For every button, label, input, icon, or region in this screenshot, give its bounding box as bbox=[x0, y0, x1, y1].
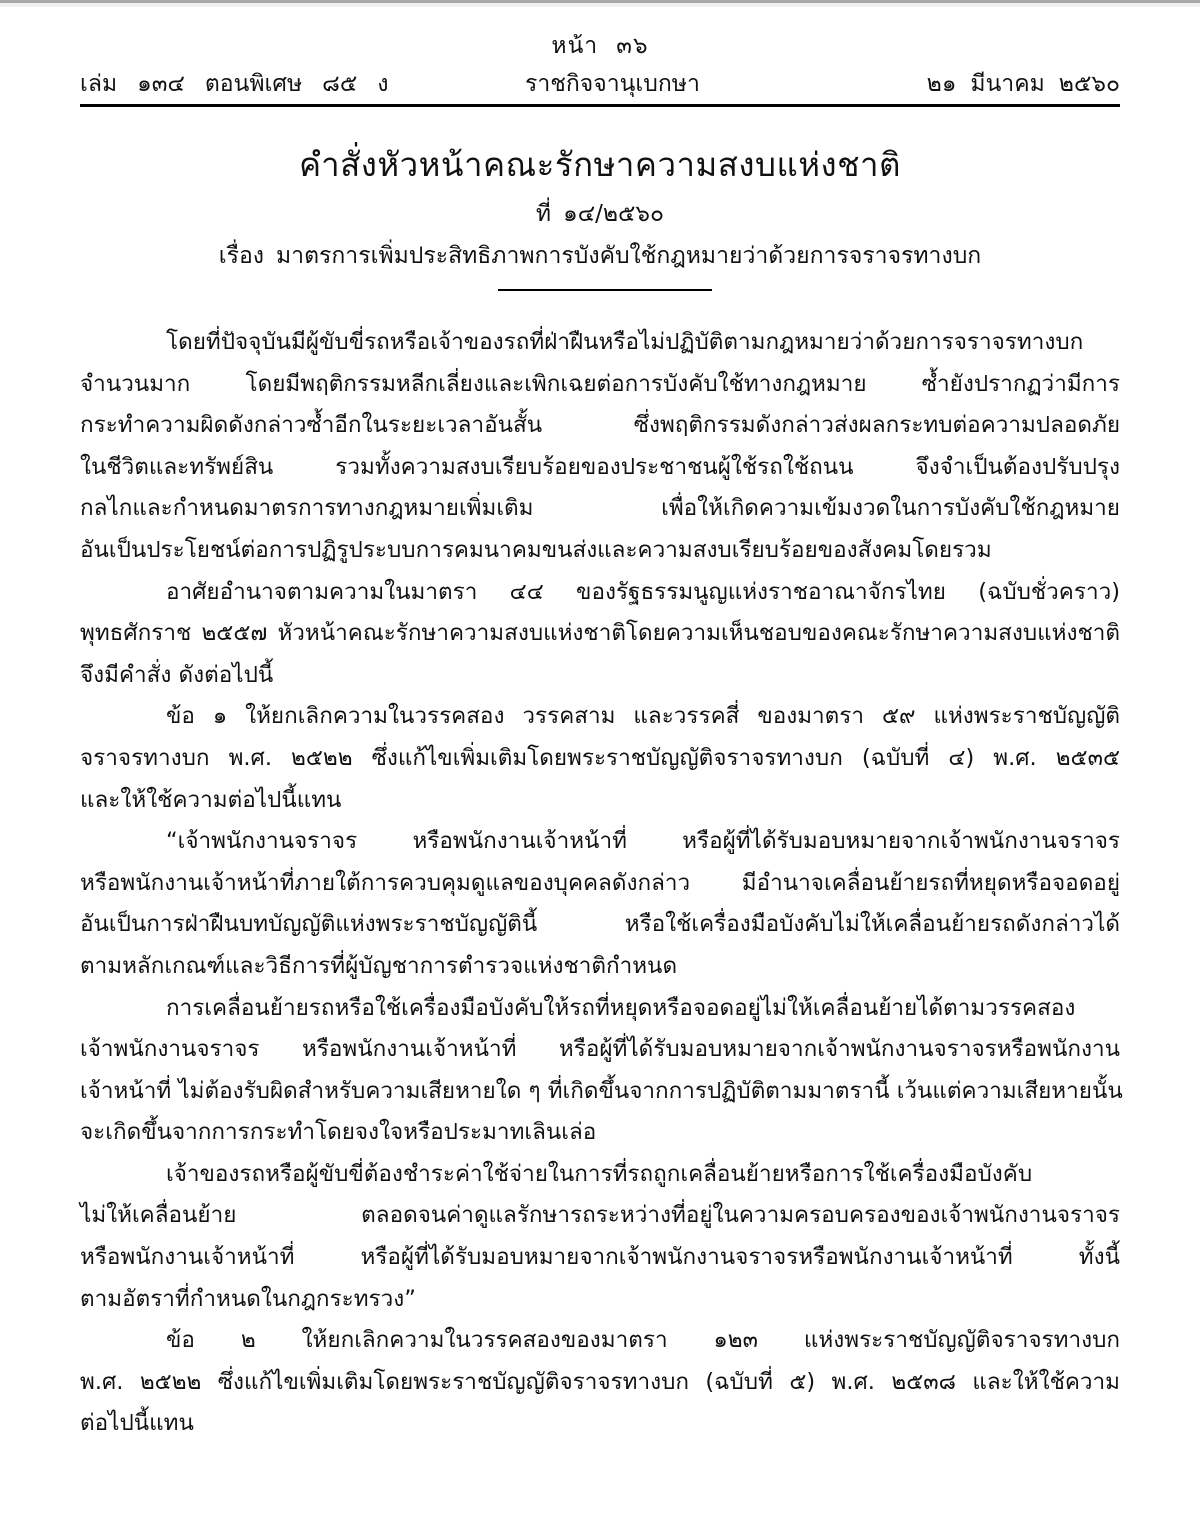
document-title: คำสั่งหัวหน้าคณะรักษาความสงบแห่งชาติ bbox=[299, 145, 901, 184]
subject-label: เรื่อง bbox=[218, 243, 265, 269]
section-suffix: ง bbox=[377, 71, 389, 97]
title-divider bbox=[498, 289, 712, 291]
section-number: ๘๕ bbox=[322, 71, 358, 97]
page-number-value: ๓๖ bbox=[616, 33, 649, 59]
paragraph-quoted-1 bbox=[80, 821, 1120, 987]
subject-text: มาตรการเพิ่มประสิทธิภาพการบังคับใช้กฎหมายว่าด้วยการจราจรทางบก bbox=[276, 243, 982, 269]
date-day: ๒๑ bbox=[926, 71, 957, 97]
order-number-value: ๑๔/๒๕๖๐ bbox=[563, 201, 665, 227]
date-month: มีนาคม bbox=[970, 71, 1045, 97]
text-line: การเคลื่อนย้ายรถหรือใช้เครื่องมือบังคับให้รถที่หยุดหรือจอดอยู่ไม่ให้เคลื่อนย้ายได้ตามวรรคสอง bbox=[166, 994, 1076, 1021]
text-line: ในชีวิตและทรัพย์สิน รวมทั้งความสงบเรียบร้อยของประชาชนผู้ใช้รถใช้ถนน จึงจำเป็นต้องปรับปรุง bbox=[80, 453, 1120, 480]
subject-line bbox=[80, 238, 1120, 274]
text-line: จำนวนมาก โดยมีพฤติกรรมหลีกเลี่ยงและเพิกเฉยต่อการบังคับใช้ทางกฎหมาย ซ้ำยังปรากฏว่ามีการ bbox=[80, 370, 1120, 397]
text-line: “เจ้าพนักงานจราจร หรือพนักงานเจ้าหน้าที่ หรือผู้ที่ได้รับมอบหมายจากเจ้าพนักงานจราจร bbox=[166, 828, 1120, 855]
volume-number: ๑๓๔ bbox=[137, 71, 185, 97]
paragraph-quoted-2 bbox=[80, 988, 1123, 1154]
paragraph-quoted-3 bbox=[80, 1154, 1120, 1320]
window-top-border-shadow bbox=[0, 3, 1200, 7]
text-line: จราจรทางบก พ.ศ. ๒๕๒๒ ซึ่งแก้ไขเพิ่มเติมโดยพระราชบัญญัติจราจรทางบก (ฉบับที่ ๔) พ.ศ. ๒๕๓๕ bbox=[80, 744, 1120, 771]
text-line: กระทำความผิดดังกล่าวซ้ำอีกในระยะเวลาอันสั้น ซึ่งพฤติกรรมดังกล่าวส่งผลกระทบต่อความปลอดภัย bbox=[80, 412, 1120, 439]
text-line: ข้อ ๒ ให้ยกเลิกความในวรรคสองของมาตรา ๑๒๓ แห่งพระราชบัญญัติจราจรทางบก bbox=[166, 1327, 1120, 1354]
section-label: ตอนพิเศษ bbox=[204, 71, 303, 97]
text-line: จะเกิดขึ้นจากการกระทำโดยจงใจหรือประมาทเลินเล่อ bbox=[80, 1119, 597, 1146]
page-number bbox=[80, 28, 1120, 64]
paragraph-clause-2 bbox=[80, 1320, 1120, 1445]
order-number bbox=[80, 196, 1120, 232]
text-line: ตามอัตราที่กำหนดในกฎกระทรวง” bbox=[80, 1285, 416, 1312]
header-divider bbox=[80, 104, 1120, 107]
text-line: อันเป็นประโยชน์ต่อการปฏิรูประบบการคมนาคมขนส่งและความสงบเรียบร้อยของสังคมโดยรวม bbox=[80, 536, 992, 563]
order-label: ที่ bbox=[535, 201, 552, 227]
paragraph-clause-1 bbox=[80, 696, 1120, 821]
paragraph-preamble bbox=[80, 322, 1120, 572]
volume-label: เล่ม bbox=[80, 71, 118, 97]
document-body bbox=[80, 322, 1123, 1445]
text-line: เจ้าพนักงานจราจร หรือพนักงานเจ้าหน้าที่ หรือผู้ที่ได้รับมอบหมายจากเจ้าพนักงานจราจรหรือพนักงาน bbox=[80, 1036, 1120, 1063]
date-year: ๒๕๖๐ bbox=[1058, 71, 1120, 97]
publication-name: ราชกิจจานุเบกษา bbox=[525, 71, 700, 97]
text-line: และให้ใช้ความต่อไปนี้แทน bbox=[80, 786, 342, 813]
text-line: พ.ศ. ๒๕๒๒ ซึ่งแก้ไขเพิ่มเติมโดยพระราชบัญญัติจราจรทางบก (ฉบับที่ ๕) พ.ศ. ๒๕๓๘ และให้ใช้ความ bbox=[80, 1368, 1120, 1395]
text-line: ไม่ให้เคลื่อนย้าย ตลอดจนค่าดูแลรักษารถระหว่างที่อยู่ในความครอบครองของเจ้าพนักงานจราจร bbox=[80, 1202, 1120, 1229]
text-line: เจ้าของรถหรือผู้ขับขี่ต้องชำระค่าใช้จ่ายในการที่รถถูกเคลื่อนย้ายหรือการใช้เครื่องมือบังคับ bbox=[166, 1160, 1033, 1187]
gazette-header bbox=[80, 66, 1120, 100]
text-line: อาศัยอำนาจตามความในมาตรา ๔๔ ของรัฐธรรมนูญแห่งราชอาณาจักรไทย (ฉบับชั่วคราว) bbox=[166, 578, 1120, 605]
text-line: อันเป็นการฝ่าฝืนบทบัญญัติแห่งพระราชบัญญัตินี้ หรือใช้เครื่องมือบังคับไม่ให้เคลื่อนย้ายรถดังกล่าวได้ bbox=[80, 911, 1120, 938]
text-line: กลไกและกำหนดมาตรการทางกฎหมายเพิ่มเติม เพื่อให้เกิดความเข้มงวดในการบังคับใช้กฎหมาย bbox=[80, 495, 1120, 522]
text-line: หรือพนักงานเจ้าหน้าที่ภายใต้การควบคุมดูแลของบุคคลดังกล่าว มีอำนาจเคลื่อนย้ายรถที่หยุดหรือจอดอยู่ bbox=[80, 869, 1120, 896]
text-line: ข้อ ๑ ให้ยกเลิกความในวรรคสอง วรรคสาม และวรรคสี่ ของมาตรา ๕๙ แห่งพระราชบัญญัติ bbox=[166, 703, 1120, 730]
paragraph-authority bbox=[80, 572, 1120, 697]
publication-date bbox=[913, 66, 1120, 102]
text-line: เจ้าหน้าที่ ไม่ต้องรับผิดสำหรับความเสียหายใด ๆ ที่เกิดขึ้นจากการปฏิบัติตามมาตรานี้ เว้นแต่ความเสียหายนั้น bbox=[80, 1077, 1123, 1104]
text-line: หรือพนักงานเจ้าหน้าที่ หรือผู้ที่ได้รับมอบหมายจากเจ้าพนักงานจราจรหรือพนักงานเจ้าหน้าที่ ทั้งนี้ bbox=[80, 1244, 1120, 1271]
text-line: จึงมีคำสั่ง ดังต่อไปนี้ bbox=[80, 661, 274, 688]
text-line: ต่อไปนี้แทน bbox=[80, 1410, 194, 1437]
page-label: หน้า bbox=[551, 33, 599, 59]
text-line: พุทธศักราช ๒๕๕๗ หัวหน้าคณะรักษาความสงบแห่งชาติโดยความเห็นชอบของคณะรักษาความสงบแห่งชาติ bbox=[80, 620, 1120, 647]
text-line: โดยที่ปัจจุบันมีผู้ขับขี่รถหรือเจ้าของรถที่ฝ่าฝืนหรือไม่ปฏิบัติตามกฎหมายว่าด้วยการจราจรทางบก bbox=[166, 329, 1084, 355]
text-line: ตามหลักเกณฑ์และวิธีการที่ผู้บัญชาการตำรวจแห่งชาติกำหนด bbox=[80, 952, 678, 979]
volume-info bbox=[80, 66, 409, 102]
